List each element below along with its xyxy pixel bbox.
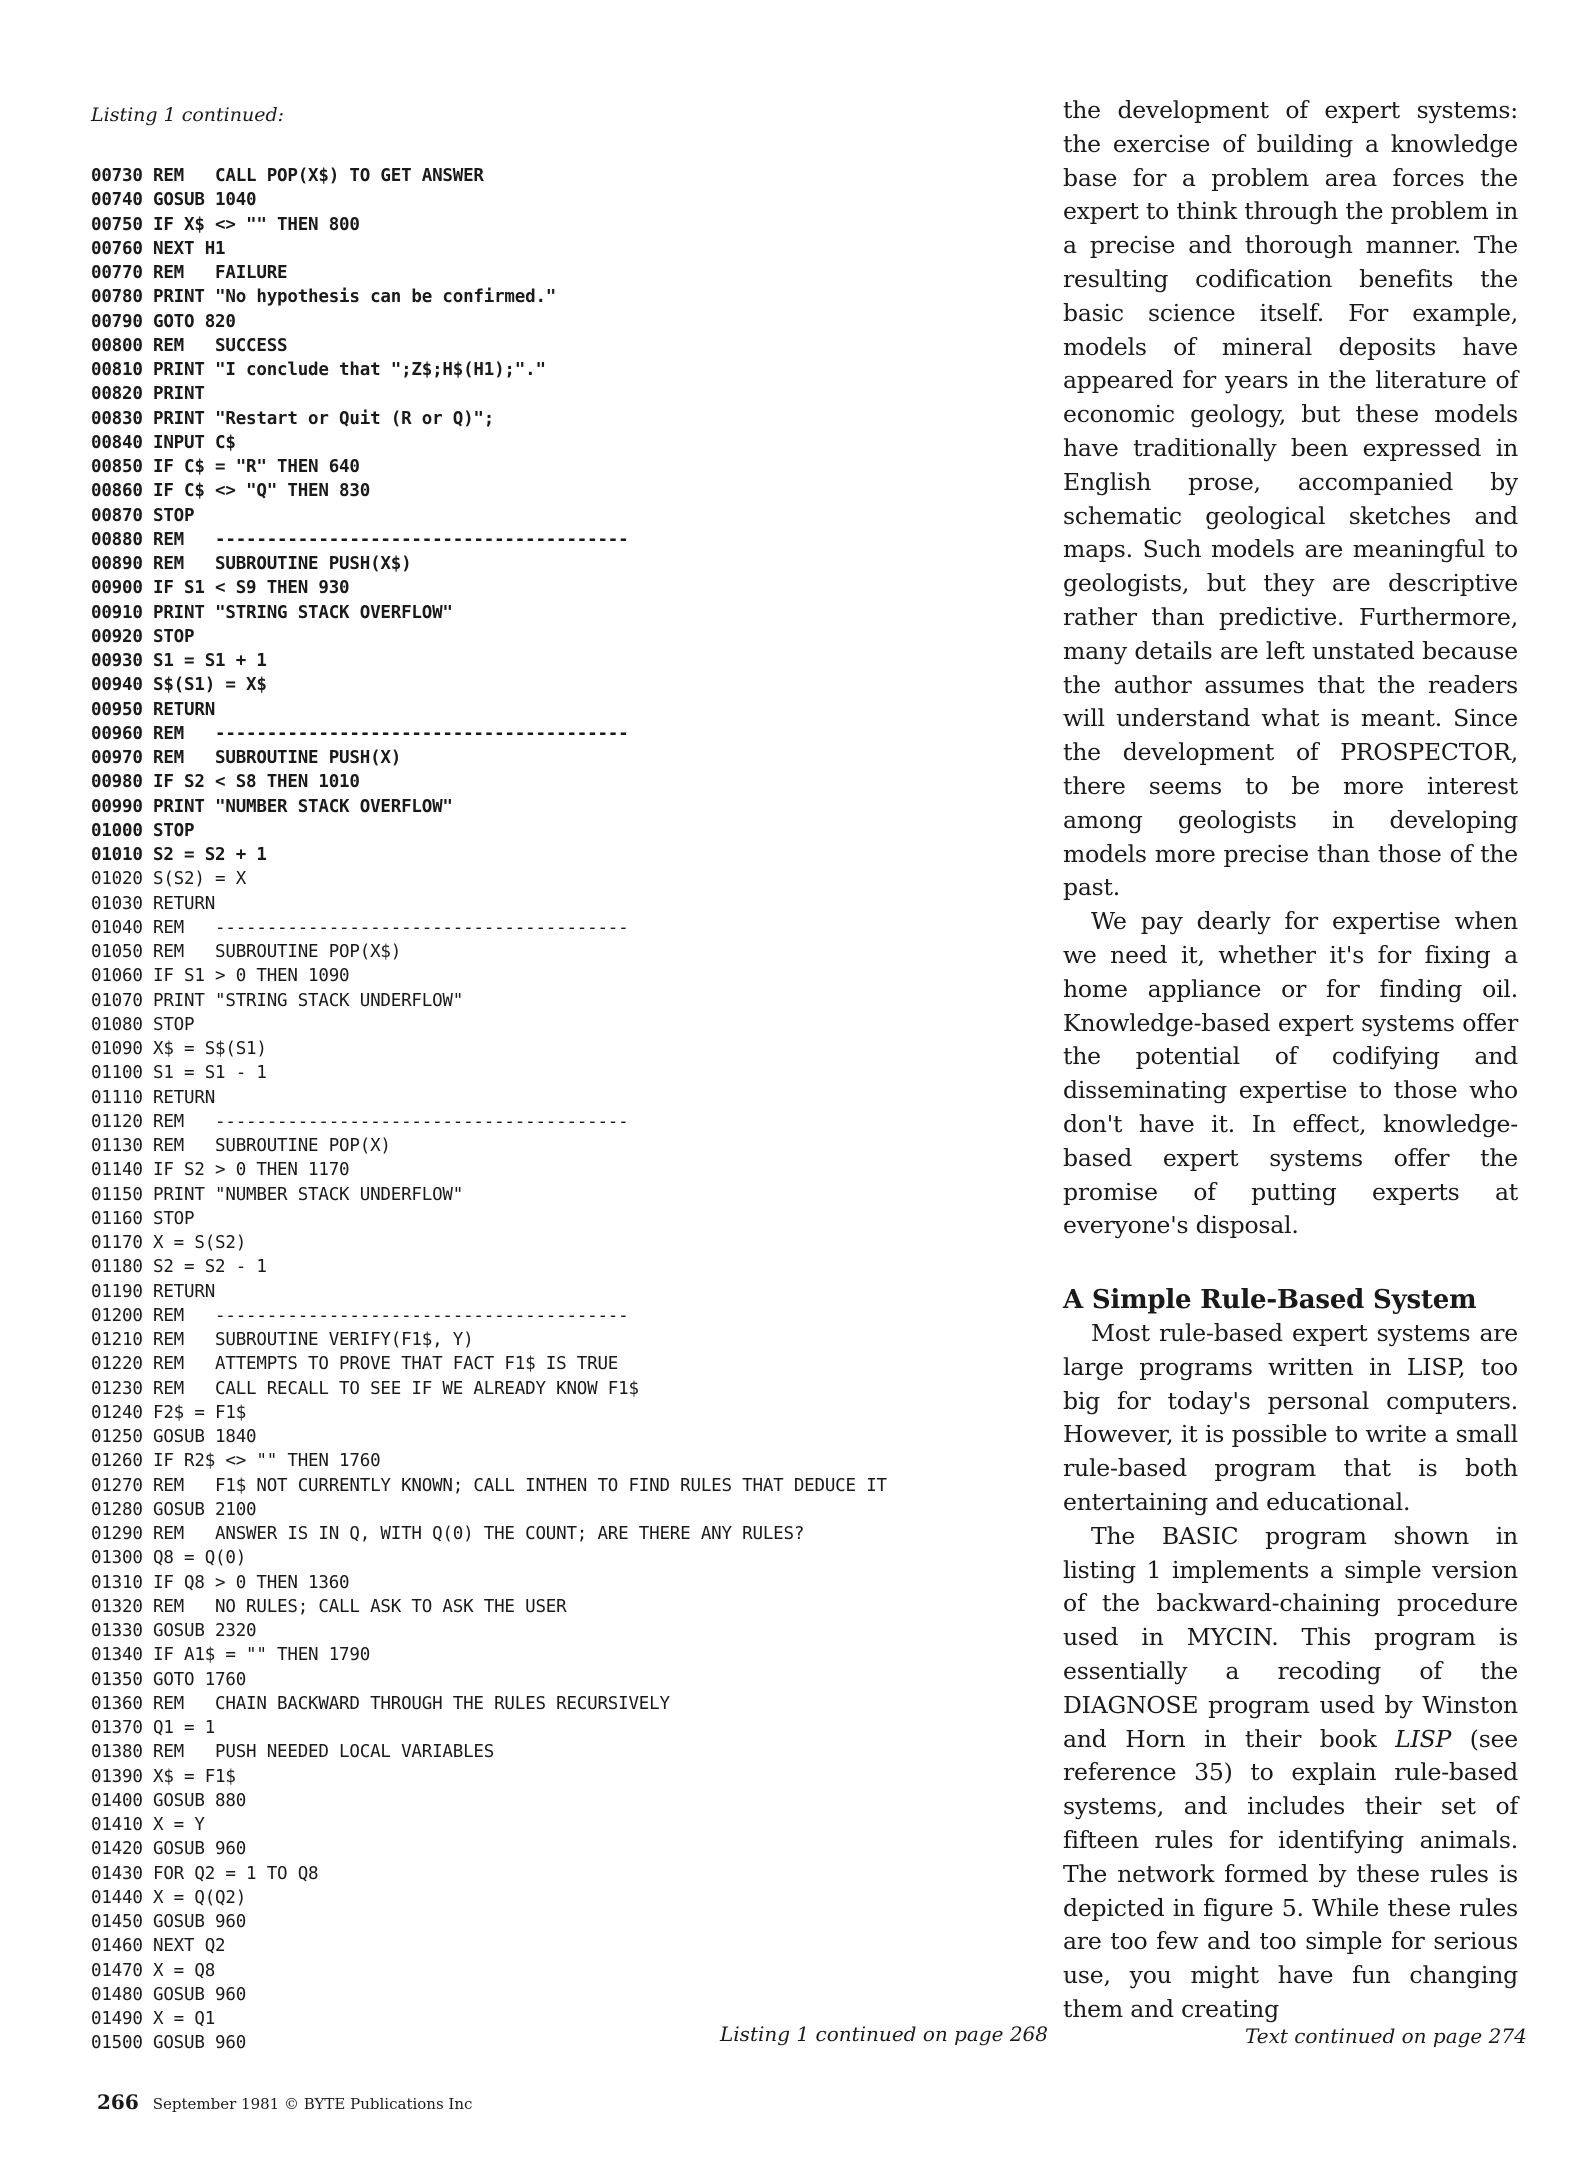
code-line: 01430 FOR Q2 = 1 TO Q8 (91, 1863, 319, 1884)
code-line: 01300 Q8 = Q(0) (91, 1548, 247, 1569)
code-listing (91, 164, 1051, 2056)
code-line: 00890 REM SUBROUTINE PUSH(X$) (91, 554, 412, 574)
code-line: 01350 GOTO 1760 (91, 1669, 247, 1690)
listing-continued-note: Listing 1 continued on page 268 (720, 2022, 1048, 2046)
code-line: 00860 IF C$ <> "Q" THEN 830 (91, 481, 371, 502)
code-line: 01360 REM CHAIN BACKWARD THROUGH THE RULES RECURSIVELY (91, 1693, 670, 1714)
code-line: 00800 REM SUCCESS (91, 335, 288, 356)
code-line: 00880 REM ---------------------------------------- (91, 529, 629, 550)
code-line: 00840 INPUT C$ (91, 432, 236, 453)
code-line: 00970 REM SUBROUTINE PUSH(X) (91, 748, 402, 768)
code-line: 01290 REM ANSWER IS IN Q, WITH Q(0) THE COUNT; ARE THERE ANY RULES? (91, 1524, 805, 1544)
code-line: 01030 RETURN (91, 893, 216, 914)
text-continued-note: Text continued on page 274 (1245, 2024, 1527, 2048)
code-line: 00990 PRINT "NUMBER STACK OVERFLOW" (91, 796, 453, 817)
code-line: 01090 X$ = S$(S1) (91, 1039, 267, 1059)
code-line: 00770 REM FAILURE (91, 263, 288, 283)
section-heading: A Simple Rule-Based System (1063, 1285, 1477, 1316)
code-line: 01070 PRINT "STRING STACK UNDERFLOW" (91, 990, 464, 1011)
code-line: 00960 REM ---------------------------------------- (91, 723, 629, 744)
code-line: 01240 F2$ = F1$ (91, 1402, 247, 1423)
code-line: 01040 REM ---------------------------------------- (91, 917, 629, 938)
code-line: 00950 RETURN (91, 699, 216, 720)
code-line: 01470 X = Q8 (91, 1960, 216, 1981)
book-title: LISP (1395, 1724, 1452, 1753)
code-line: 01150 PRINT "NUMBER STACK UNDERFLOW" (91, 1184, 464, 1205)
paragraph-text: (see reference 35) to explain rule-based systems, and includes their set of fifteen rules for identifying animals. The network formed by these rules is depicted in figure 5. While these rules are too few and too simple for serious use, you might have fun changing them and creating (1063, 1724, 1518, 2024)
code-line: 00850 IF C$ = "R" THEN 640 (91, 457, 360, 477)
code-line: 01170 X = S(S2) (91, 1233, 247, 1253)
code-line: 01050 REM SUBROUTINE POP(X$) (91, 942, 402, 962)
code-line: 00810 PRINT "I conclude that ";Z$;H$(H1);"." (91, 360, 546, 380)
code-line: 01130 REM SUBROUTINE POP(X) (91, 1136, 391, 1156)
code-line: 01380 REM PUSH NEEDED LOCAL VARIABLES (91, 1742, 495, 1763)
code-line: 00780 PRINT "No hypothesis can be confirmed." (91, 287, 557, 308)
code-line: 01220 REM ATTEMPTS TO PROVE THAT FACT F1$ IS TRUE (91, 1354, 619, 1375)
article-paragraph: the development of expert systems: the exercise of building a knowledge base for a problem area forces the expert to think through the problem in a precise and thorough manner. The resulting codification benefits the basic science itself. For example, models of mineral deposits have appeared for years in the literature of economic geology, but these models have traditionally been expressed in English prose, accompanied by schematic geological sketches and maps. Such models are meaningful to geologists, but they are descriptive rather than predictive. Furthermore, many details are left unstated because the author assumes that the readers will understand what is meant. Since the development of PROSPECTOR, there seems to be more interest among geologists in developing models more precise than those of the past. (1063, 96, 1518, 902)
article-paragraph (1063, 1520, 1518, 2027)
code-line: 00870 STOP (91, 505, 195, 526)
code-line: 01440 X = Q(Q2) (91, 1887, 247, 1908)
code-line: 01000 STOP (91, 820, 195, 841)
code-line: 01060 IF S1 > 0 THEN 1090 (91, 966, 350, 987)
code-line: 01310 IF Q8 > 0 THEN 1360 (91, 1572, 350, 1593)
code-line: 01250 GOSUB 1840 (91, 1427, 257, 1447)
code-line: 00900 IF S1 < S9 THEN 930 (91, 578, 350, 599)
code-line: 01200 REM ---------------------------------------- (91, 1305, 629, 1326)
code-line: 01340 IF A1$ = "" THEN 1790 (91, 1645, 371, 1666)
code-line: 00980 IF S2 < S8 THEN 1010 (91, 772, 360, 793)
code-line: 00760 NEXT H1 (91, 238, 226, 259)
code-line: 01390 X$ = F1$ (91, 1766, 236, 1787)
article-paragraph: We pay dearly for expertise when we need it, whether it's for fixing a home appliance or for finding oil. Knowledge-based expert systems offer the potential of codifying and disseminating expertise to those who don't have it. In effect, knowledge-based expert systems offer the promise of putting experts at everyone's disposal. (1063, 907, 1518, 1240)
code-line: 01420 GOSUB 960 (91, 1839, 247, 1860)
listing-caption: Listing 1 continued: (91, 104, 285, 126)
code-line: 01120 REM ---------------------------------------- (91, 1111, 629, 1132)
code-line: 01500 GOSUB 960 (91, 2033, 247, 2054)
code-line: 00730 REM CALL POP(X$) TO GET ANSWER (91, 166, 484, 186)
code-line: 01230 REM CALL RECALL TO SEE IF WE ALREADY KNOW F1$ (91, 1378, 639, 1399)
code-line: 01320 REM NO RULES; CALL ASK TO ASK THE USER (91, 1596, 567, 1617)
code-line: 01260 IF R2$ <> "" THEN 1760 (91, 1451, 381, 1472)
code-line: 01210 REM SUBROUTINE VERIFY(F1$, Y) (91, 1330, 474, 1350)
code-line: 01410 X = Y (91, 1815, 205, 1835)
code-line: 00930 S1 = S1 + 1 (91, 651, 267, 671)
code-line: 01180 S2 = S2 - 1 (91, 1257, 267, 1278)
code-line: 01100 S1 = S1 - 1 (91, 1063, 267, 1084)
code-line: 01080 STOP (91, 1014, 195, 1035)
page-footer (97, 2090, 472, 2114)
code-line: 01480 GOSUB 960 (91, 1984, 247, 2005)
footer-imprint: September 1981 © BYTE Publications Inc (152, 2095, 473, 2113)
code-line: 01280 GOSUB 2100 (91, 1499, 257, 1520)
code-line: 00940 S$(S1) = X$ (91, 675, 267, 696)
code-line: 00740 GOSUB 1040 (91, 190, 257, 211)
article-text-column (1063, 94, 1518, 2027)
code-line: 01370 Q1 = 1 (91, 1718, 216, 1738)
code-line: 01270 REM F1$ NOT CURRENTLY KNOWN; CALL INTHEN TO FIND RULES THAT DEDUCE IT (91, 1475, 887, 1496)
code-line: 01190 RETURN (91, 1281, 216, 1302)
code-line: 01160 STOP (91, 1208, 195, 1229)
code-line: 01010 S2 = S2 + 1 (91, 845, 267, 865)
code-line: 01140 IF S2 > 0 THEN 1170 (91, 1160, 350, 1181)
code-line: 01330 GOSUB 2320 (91, 1621, 257, 1641)
code-line: 01020 S(S2) = X (91, 869, 247, 890)
page-number: 266 (97, 2090, 139, 2114)
code-line: 01490 X = Q1 (91, 2009, 216, 2029)
code-line: 00830 PRINT "Restart or Quit (R or Q)"; (91, 408, 495, 429)
code-line: 01450 GOSUB 960 (91, 1912, 247, 1932)
code-line: 01110 RETURN (91, 1087, 216, 1108)
code-line: 01460 NEXT Q2 (91, 1936, 226, 1957)
paragraph-text: The BASIC program shown in listing 1 implements a simple version of the backward-chaining procedure used in MYCIN. This program is essentially a recoding of the DIAGNOSE program used by Winston and Horn in their book (1063, 1521, 1518, 1753)
code-line: 01400 GOSUB 880 (91, 1790, 247, 1811)
code-line: 00790 GOTO 820 (91, 311, 236, 332)
code-line: 00820 PRINT (91, 384, 205, 405)
code-line: 00910 PRINT "STRING STACK OVERFLOW" (91, 602, 453, 623)
code-line: 00750 IF X$ <> "" THEN 800 (91, 214, 360, 235)
code-line: 00920 STOP (91, 626, 195, 647)
article-paragraph: Most rule-based expert systems are large programs written in LISP, too big for today's personal computers. However, it is possible to write a small rule-based program that is both entertaining and educational. (1063, 1319, 1518, 1517)
